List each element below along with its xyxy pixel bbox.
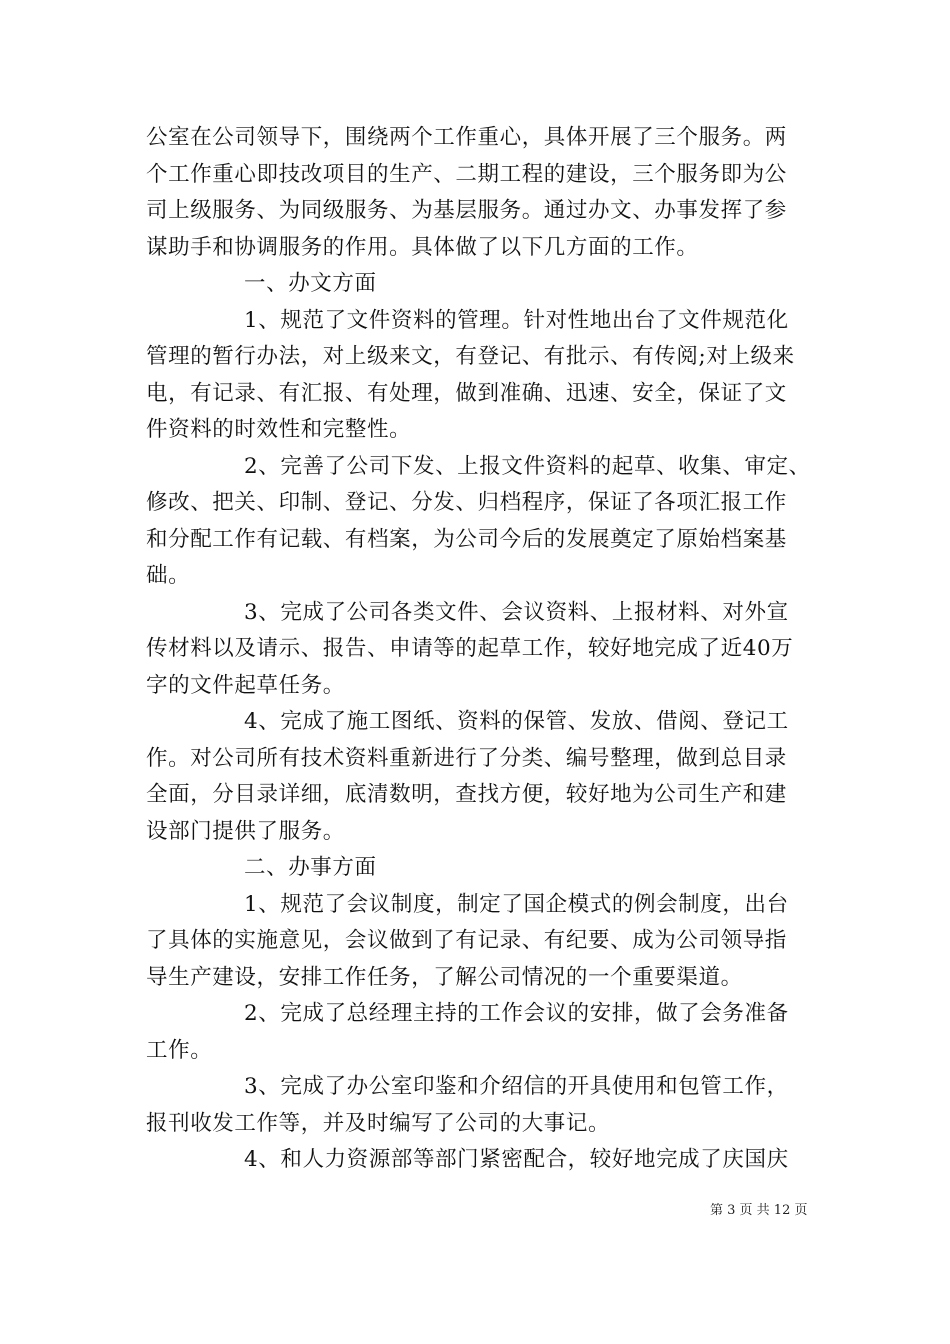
text-line: 司上级服务、为同级服务、为基层服务。通过办文、办事发挥了参 xyxy=(146,198,787,223)
text-line: 3、完成了公司各类文件、会议资料、上报材料、对外宣 xyxy=(244,599,789,625)
page-number-footer: 第 3 页 共 12 页 xyxy=(710,1203,808,1218)
text-line: 全面，分目录详细，底清数明，查找方便，较好地为公司生产和建 xyxy=(146,782,787,807)
text-line: 公室在公司领导下，围绕两个工作重心，具体开展了三个服务。两 xyxy=(146,125,787,150)
text-line: 一、办文方面 xyxy=(244,271,377,296)
text-line: 了具体的实施意见，会议做到了有记录、有纪要、成为公司领导指 xyxy=(146,928,787,953)
text-line: 2、完成了总经理主持的工作会议的安排，做了会务准备 xyxy=(244,1001,789,1026)
text-line: 修改、把关、印制、登记、分发、归档程序，保证了各项汇报工作 xyxy=(146,490,787,515)
text-line: 二、办事方面 xyxy=(244,855,377,880)
text-line: 谋助手和协调服务的作用。具体做了以下几方面的工作。 xyxy=(146,234,699,260)
text-line: 础。 xyxy=(146,563,191,588)
text-line: 导生产建设，安排工作任务，了解公司情况的一个重要渠道。 xyxy=(146,964,743,990)
text-line: 报刊收发工作等，并及时编写了公司的大事记。 xyxy=(146,1110,611,1136)
document-body xyxy=(146,120,826,1179)
text-line: 1、规范了文件资料的管理。针对性地出台了文件规范化 xyxy=(244,307,789,333)
text-line: 字的文件起草任务。 xyxy=(146,672,345,698)
text-line: 1、规范了会议制度，制定了国企模式的例会制度，出台 xyxy=(244,891,789,917)
text-line: 和分配工作有记载、有档案，为公司今后的发展奠定了原始档案基 xyxy=(146,526,787,552)
text-line: 作。对公司所有技术资料重新进行了分类、编号整理，做到总目录 xyxy=(146,745,787,771)
text-line: 件资料的时效性和完整性。 xyxy=(146,417,412,442)
text-line: 个工作重心即技改项目的生产、二期工程的建设，三个服务即为公 xyxy=(146,161,787,187)
text-line: 管理的暂行办法，对上级来文，有登记、有批示、有传阅;对上级来 xyxy=(146,344,795,369)
text-line: 工作。 xyxy=(146,1037,213,1063)
text-line: 传材料以及请示、报告、申请等的起草工作，较好地完成了近40万 xyxy=(146,636,794,661)
text-line: 设部门提供了服务。 xyxy=(146,818,345,844)
text-line: 2、完善了公司下发、上报文件资料的起草、收集、审定、 xyxy=(244,453,811,479)
text-line: 4、和人力资源部等部门紧密配合，较好地完成了庆国庆 xyxy=(244,1147,789,1172)
text-line: 电，有记录、有汇报、有处理，做到准确、迅速、安全，保证了文 xyxy=(146,380,787,406)
text-line: 3、完成了办公室印鉴和介绍信的开具使用和包管工作， xyxy=(244,1074,789,1099)
text-line: 4、完成了施工图纸、资料的保管、发放、借阅、登记工 xyxy=(244,709,789,734)
